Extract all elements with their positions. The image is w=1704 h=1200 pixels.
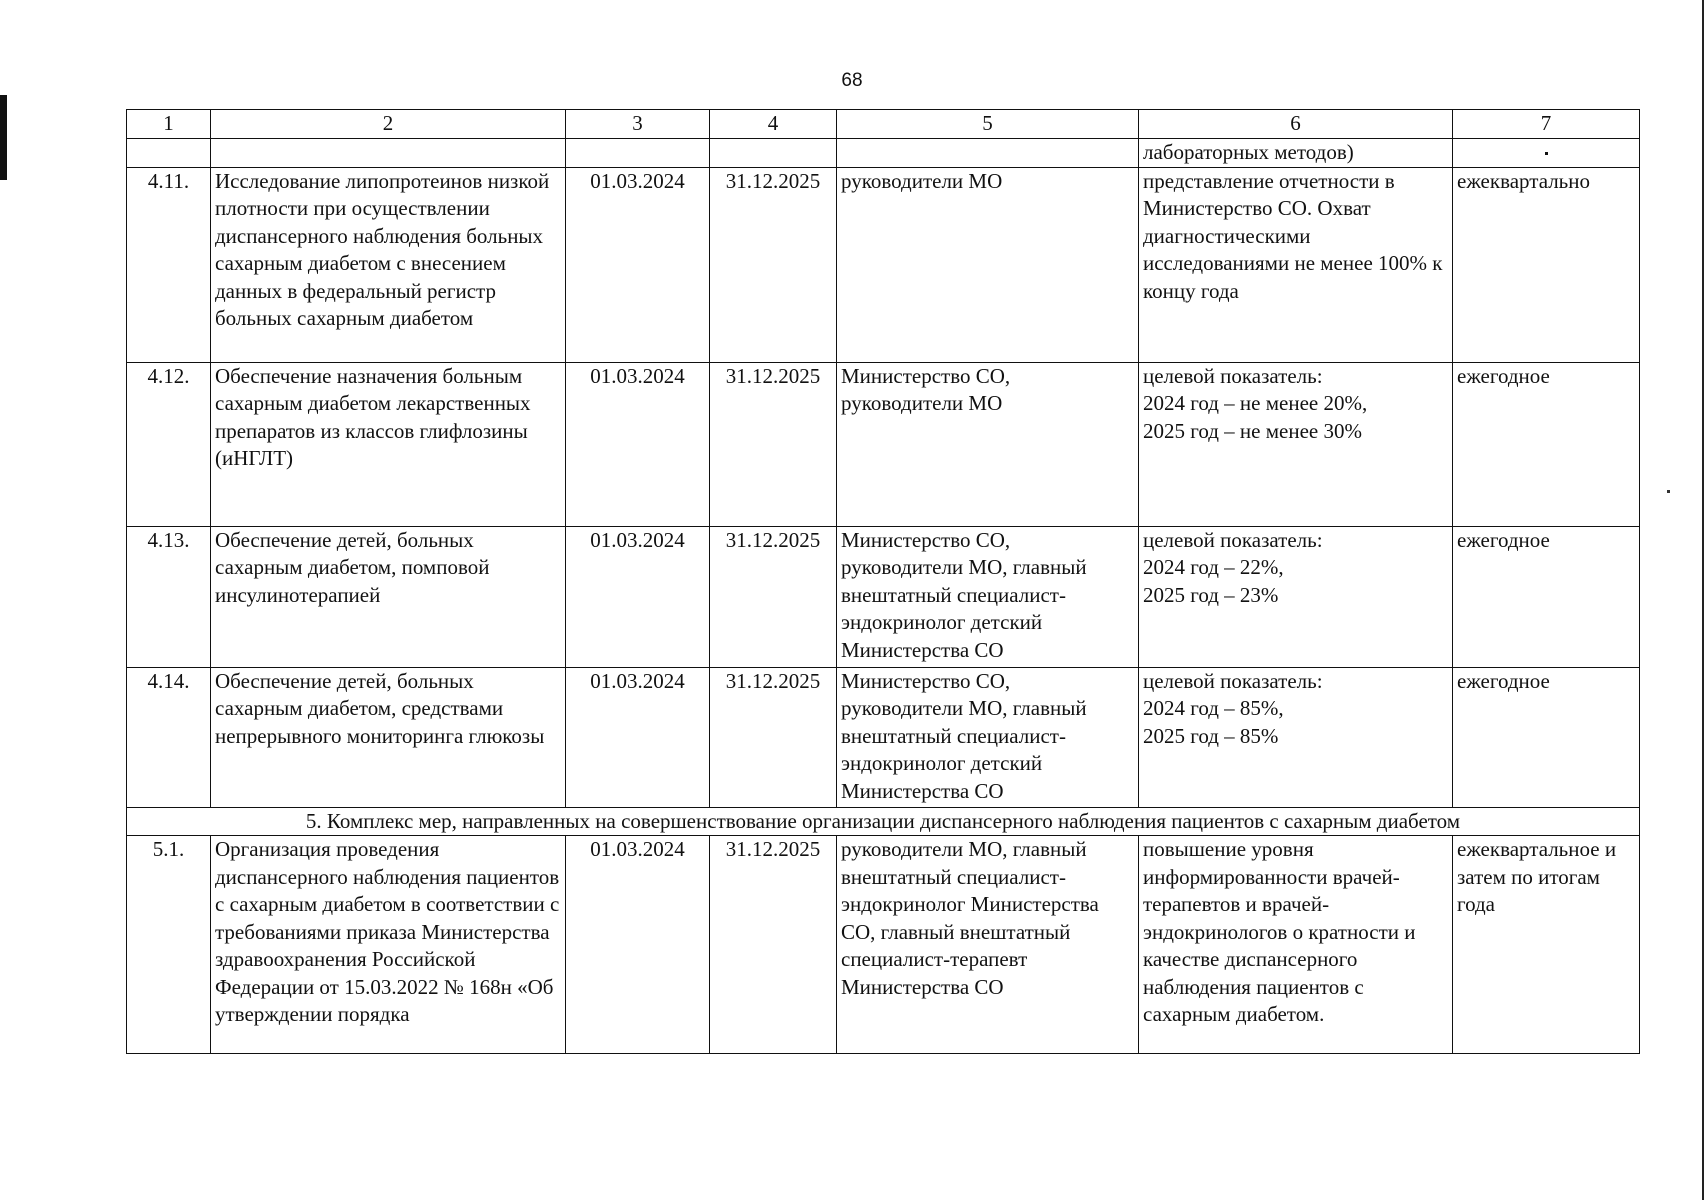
page-number: 68 [841,70,863,91]
cell-end-date: 31.12.2025 [710,526,837,667]
cell-item-number: 4.13. [127,526,211,667]
cell-empty [710,138,837,167]
cell-item-number: 4.12. [127,362,211,526]
scan-edge-left [0,95,7,180]
section-5-heading-row [127,807,1640,836]
table-row-5-1 [127,836,1640,1054]
cell-end-date: 31.12.2025 [710,836,837,1054]
cell-period: ежегодное [1453,362,1640,526]
cell-activity: Исследование липопротеинов низкой плотности при осуществлении диспансерного наблюдения больных сахарным диабетом с внесением данных в федеральный регистр больных сахарным диабетом [211,167,566,362]
cell-period: ежегодное [1453,526,1640,667]
cell-period: ежегодное [1453,667,1640,807]
cell-end-date: 31.12.2025 [710,167,837,362]
table-row-4-14 [127,667,1640,807]
column-number: 2 [211,110,566,139]
table-row-4-13 [127,526,1640,667]
continuation-row [127,138,1640,167]
table-row-4-12 [127,362,1640,526]
cell-empty [566,138,710,167]
cell-activity: Обеспечение детей, больных сахарным диабетом, средствами непрерывного мониторинга глюкозы [211,667,566,807]
cell-period: ежеквартально [1453,167,1640,362]
cell-empty [837,138,1139,167]
speck-mark [1545,152,1548,155]
cell-end-date: 31.12.2025 [710,362,837,526]
cell-start-date: 01.03.2024 [566,526,710,667]
cell-empty [211,138,566,167]
action-plan-table [126,109,1640,1054]
cell-responsible: руководители МО, главный внештатный специалист-эндокринолог Министерства СО, главный внештатный специалист-терапевт Министерства СО [837,836,1139,1054]
column-number-row [127,110,1640,139]
cell-activity: Обеспечение назначения больным сахарным диабетом лекарственных препаратов из классов глифлозины (иНГЛТ) [211,362,566,526]
cell-responsible: Министерство СО, руководители МО, главный внештатный специалист-эндокринолог детский Министерства СО [837,526,1139,667]
cell-result: целевой показатель: 2024 год – 85%, 2025 год – 85% [1139,667,1453,807]
cell-empty [127,138,211,167]
cell-start-date: 01.03.2024 [566,167,710,362]
cell-result: представление отчетности в Министерство СО. Охват диагностическими исследованиями не менее 100% к концу года [1139,167,1453,362]
cell-start-date: 01.03.2024 [566,362,710,526]
cell-result: целевой показатель: 2024 год – 22%, 2025 год – 23% [1139,526,1453,667]
cell-end-date: 31.12.2025 [710,667,837,807]
cell-responsible: Министерство СО, руководители МО, главный внештатный специалист-эндокринолог детский Министерства СО [837,667,1139,807]
column-number: 4 [710,110,837,139]
cell-item-number: 4.14. [127,667,211,807]
column-number: 6 [1139,110,1453,139]
cell-responsible: Министерство СО, руководители МО [837,362,1139,526]
cell-result: повышение уровня информированности врачей-терапевтов и врачей-эндокринологов о кратности и качестве диспансерного наблюдения пациентов с сахарным диабетом. [1139,836,1453,1054]
column-number: 1 [127,110,211,139]
cell-item-number: 4.11. [127,167,211,362]
section-5-title: 5. Комплекс мер, направленных на совершенствование организации диспансерного наблюдения пациентов с сахарным диабетом [127,807,1640,836]
cell-start-date: 01.03.2024 [566,836,710,1054]
cell-item-number: 5.1. [127,836,211,1054]
cell-start-date: 01.03.2024 [566,667,710,807]
cell-activity: Обеспечение детей, больных сахарным диабетом, помповой инсулинотерапией [211,526,566,667]
cell-empty [1453,138,1640,167]
cell-period: ежеквартальное и затем по итогам года [1453,836,1640,1054]
cell-result: целевой показатель: 2024 год – не менее 20%, 2025 год – не менее 30% [1139,362,1453,526]
cell-responsible: руководители МО [837,167,1139,362]
cell-activity: Организация проведения диспансерного наблюдения пациентов с сахарным диабетом в соответствии с требованиями приказа Министерства здравоохранения Российской Федерации от 15.03.2022 № 168н «Об утверждении порядка [211,836,566,1054]
cell-result-continued: лабораторных методов) [1139,138,1453,167]
column-number: 3 [566,110,710,139]
column-number: 5 [837,110,1139,139]
scan-speck [1667,490,1670,493]
table-row-4-11 [127,167,1640,362]
column-number: 7 [1453,110,1640,139]
